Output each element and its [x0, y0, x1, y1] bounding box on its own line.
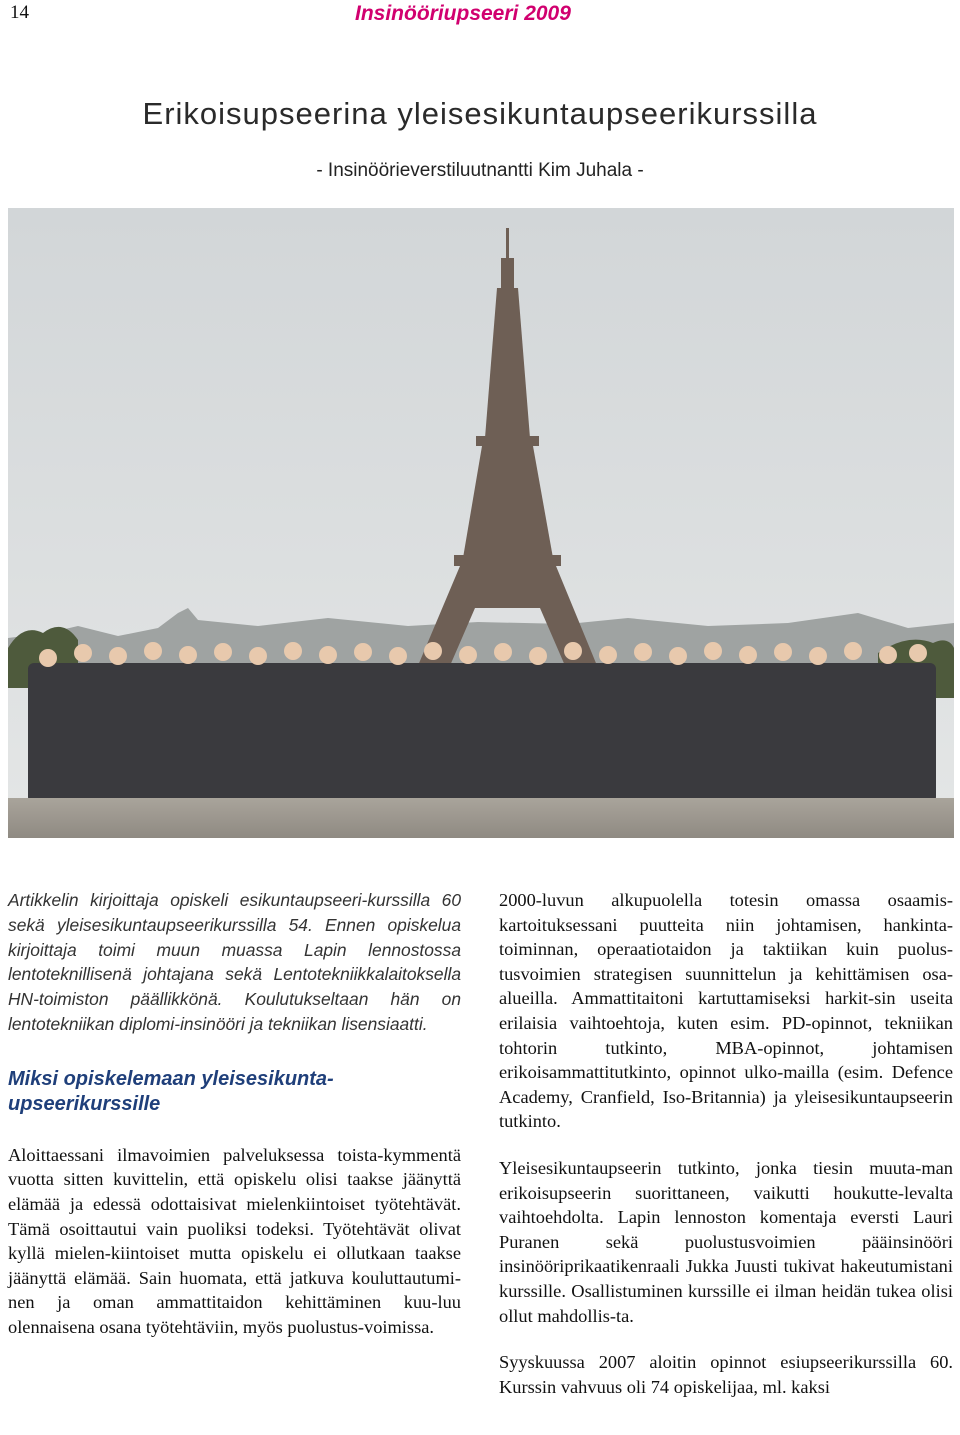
body-paragraph-2: 2000-luvun alkupuolella totesin omassa osaamis-kartoituksessani puutteita niin johtamisen, hankinta-toiminnan, operaatiotaidon ja taktiikan kuin puolus-tusvoimien strategisen suunnittelun ja kehittämisen osa-alueilla. Ammattitaitoni kartuttamiseksi harkit-sin useita erilaisia vaihtoehtoja, kuten esim. PD-opinnot, tekniikan tohtorin tutkinto, MBA-opinnot, johtamisen erikoisammattitutkinto, opinnot ulko-mailla (esim. Defence Academy, Cranfield, Iso-Britannia) ja yleisesikuntaupseerin tutkinto.: [499, 890, 953, 1132]
article-title: Erikoisupseerina yleisesikuntaupseerikurssilla: [142, 96, 818, 131]
left-column: [8, 888, 461, 1340]
plaza-ground: [8, 798, 954, 838]
publication-title: Insinööriupseeri 2009: [355, 2, 571, 25]
group-of-people: [28, 642, 936, 803]
section-heading: Miksi opiskelemaan yleisesikunta-upseerikurssille: [8, 1067, 334, 1115]
body-paragraph-1: Aloittaessani ilmavoimien palveluksessa toista-kymmentä vuotta sitten kuvittelin, että opiskelu olisi taakse jäänyttä elämää ja edessä odottaisivat mielenkiintoiset työtehtävät. Tämä osoittautui vain puoliksi todeksi. Työtehtävät olivat kyllä mielen-kiintoiset mutta opiskelu ei ollutkaan taakse jäänyttä elämää. Sain huomata, että jatkuva kouluttautumi-nen ja oman ammattitaidon kehittäminen kuu-luu olennaisena osana työtehtäviin, myös puolustus-voimissa.: [8, 1144, 461, 1337]
author-byline: - Insinöörieverstiluutnantti Kim Juhala -: [316, 160, 644, 181]
author-intro: Artikkelin kirjoittaja opiskeli esikuntaupseeri-kurssilla 60 sekä yleisesikuntaupseerikurssilla 54. Ennen opiskelua kirjoittaja toimi muun muassa Lapin lennostossa lentoteknillisenä johtajana sekä Lentotekniikkalaitoksella HN-toimiston päällikkönä. Koulutukseltaan hän on lentotekniikan diplomi-insinööri ja tekniikan lisensiaatti.: [8, 890, 461, 1034]
right-column: [499, 888, 953, 1399]
group-photo-eiffel-tower: [8, 208, 954, 838]
body-paragraph-4: Syyskuussa 2007 aloitin opinnot esiupseerikurssilla 60. Kurssin vahvuus oli 74 opiskelijaa, ml. kaksi: [499, 1352, 953, 1397]
page-number: 14: [10, 2, 29, 23]
body-paragraph-3: Yleisesikuntaupseerin tutkinto, jonka tiesin muuta-man erikoisupseerin suorittaneen, vaikutti houkutte-levalta vaihtoehdolta. Lapin lennoston komentaja eversti Lauri Puranen sekä puolustusvoimien pääinsinööri insinööriprikaatikenraali Jukka Juusti tukivat hakeutumistani kurssille. Osallistuminen kurssille ei ilman heidän tukea olisi ollut mahdollis-ta.: [499, 1157, 953, 1326]
